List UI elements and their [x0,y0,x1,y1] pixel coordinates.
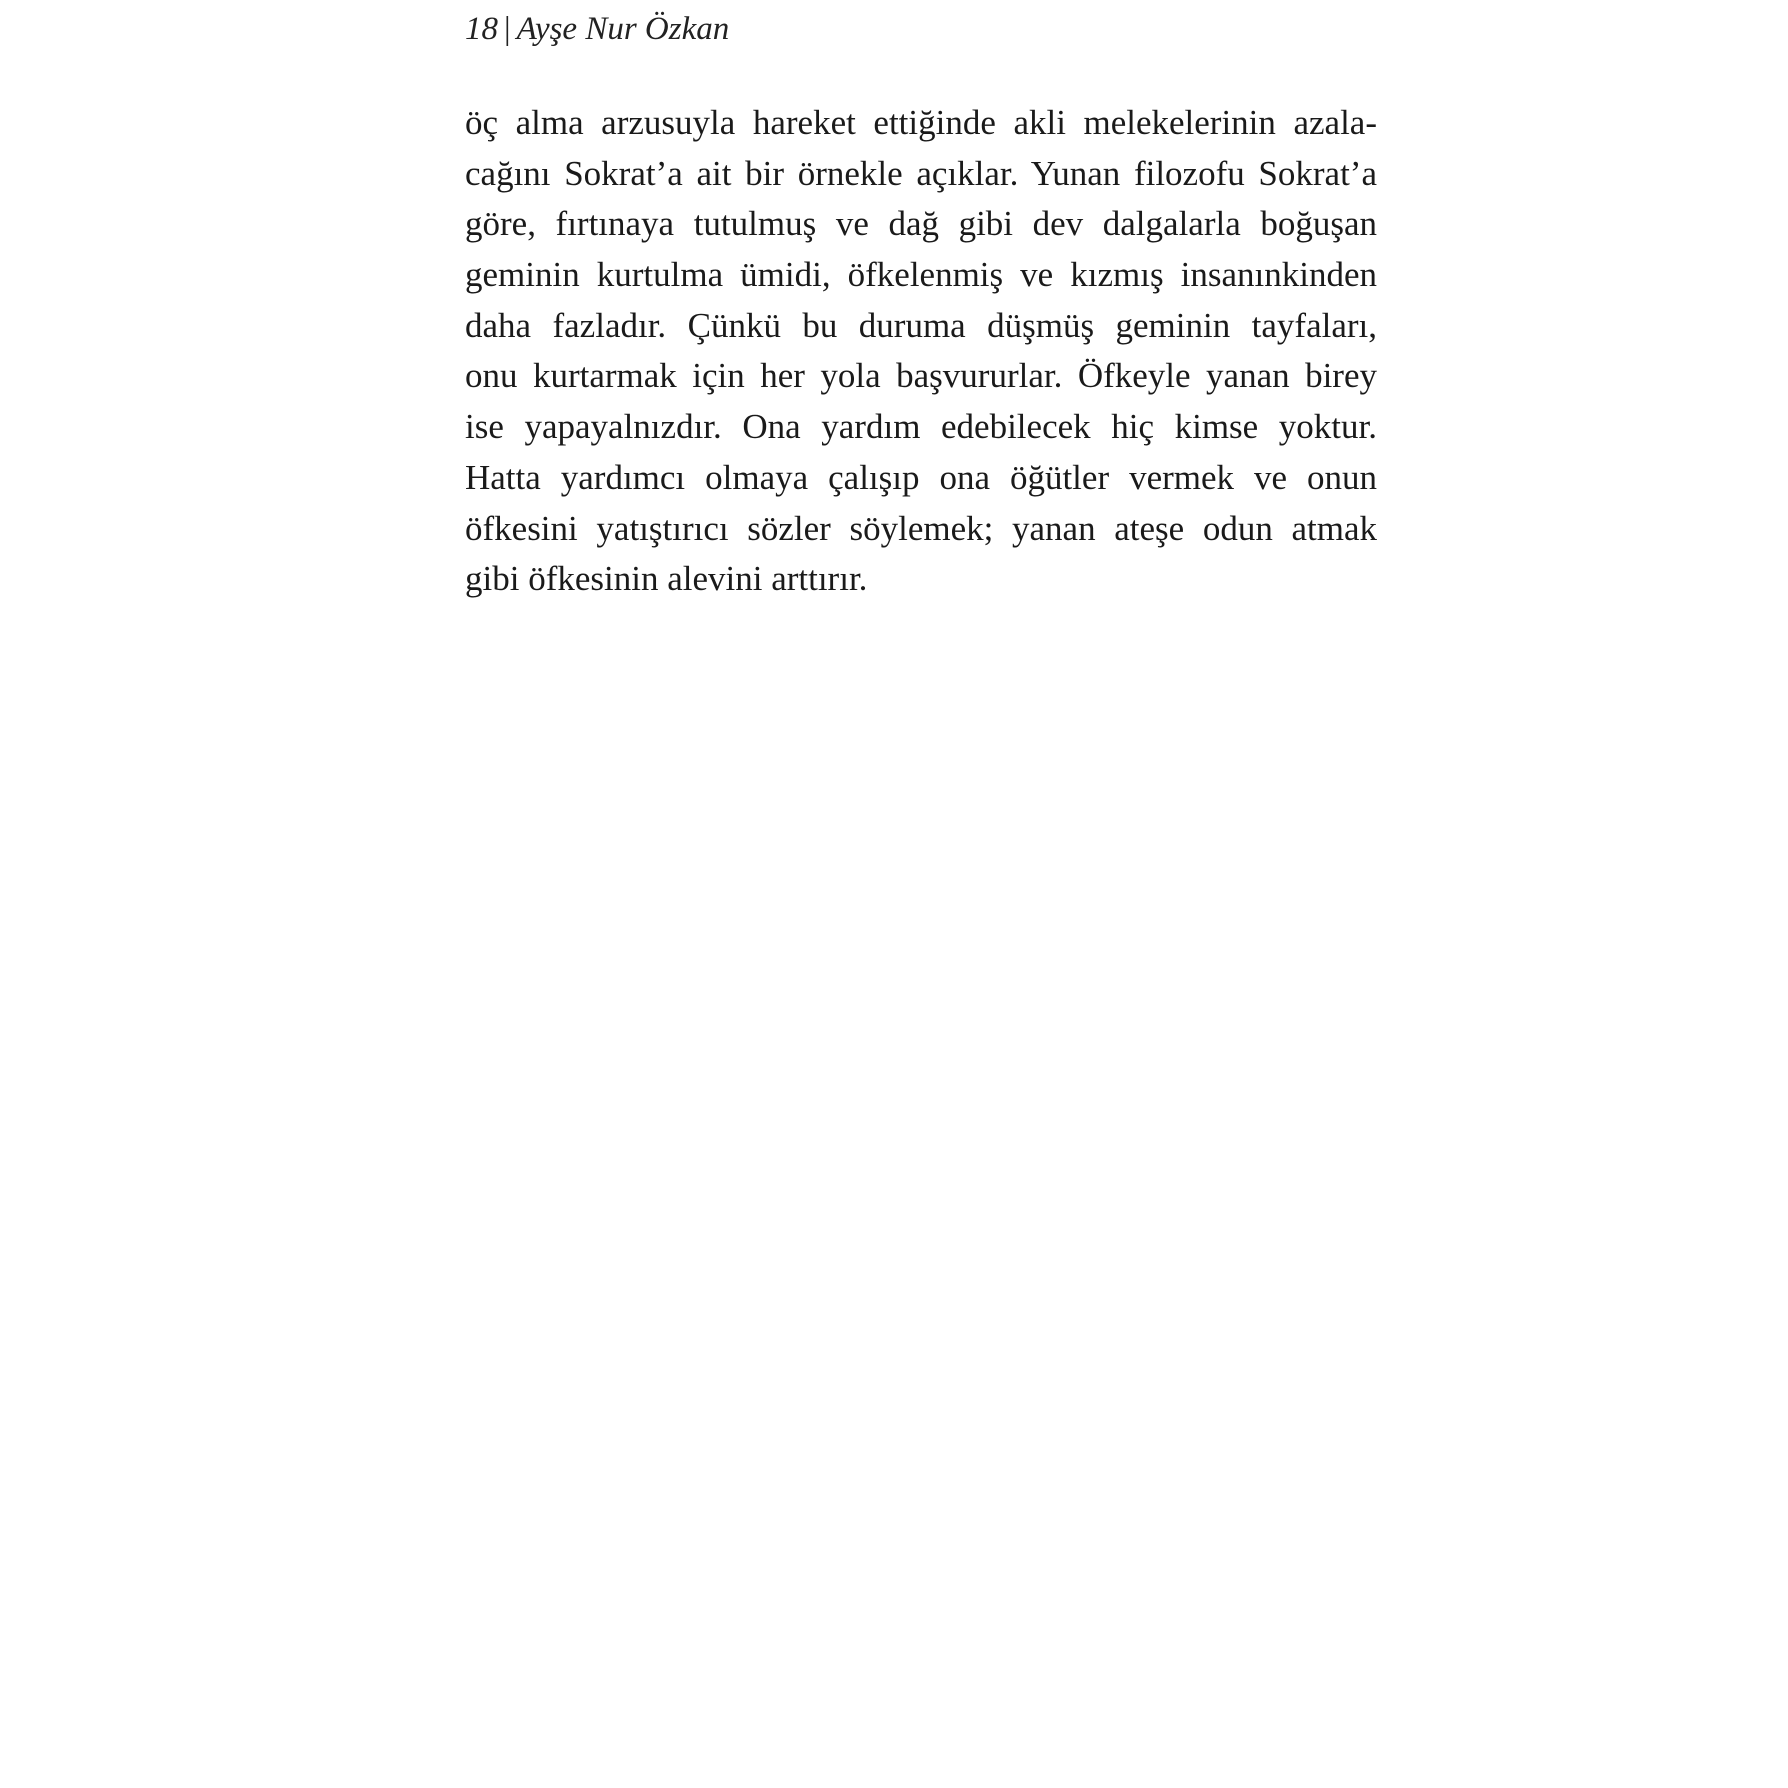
author-name: Ayşe Nur Özkan [516,11,730,47]
text-line: gibi öfkesinin alevini arttırır. [465,559,868,599]
text-line: cağını Sokrat’a ait bir örnekle açıklar. Yunan filozofu Sokrat’a [465,153,1377,193]
text-line: daha fazladır. Çünkü bu duruma düşmüş geminin tayfaları, [465,305,1377,345]
page-number: 18 [465,11,498,47]
text-line: öç alma arzusuyla hareket ettiğinde akli melekelerinin azala- [465,103,1377,142]
text-line: onu kurtarmak için her yola başvururlar. Öfkeyle yanan birey [465,356,1377,396]
text-line: geminin kurtulma ümidi, öfkelenmiş ve kızmış insanınkinden [465,255,1377,295]
running-header [465,8,729,50]
header-separator: | [504,11,511,47]
body-paragraph [465,98,1377,605]
text-line: ise yapayalnızdır. Ona yardım edebilecek hiç kimse yoktur. [465,407,1377,447]
text-line: göre, fırtınaya tutulmuş ve dağ gibi dev dalgalarla boğuşan [465,204,1377,244]
text-line: Hatta yardımcı olmaya çalışıp ona öğütler vermek ve onun [465,457,1377,497]
text-line: öfkesini yatıştırıcı sözler söylemek; yanan ateşe odun atmak [465,508,1377,548]
